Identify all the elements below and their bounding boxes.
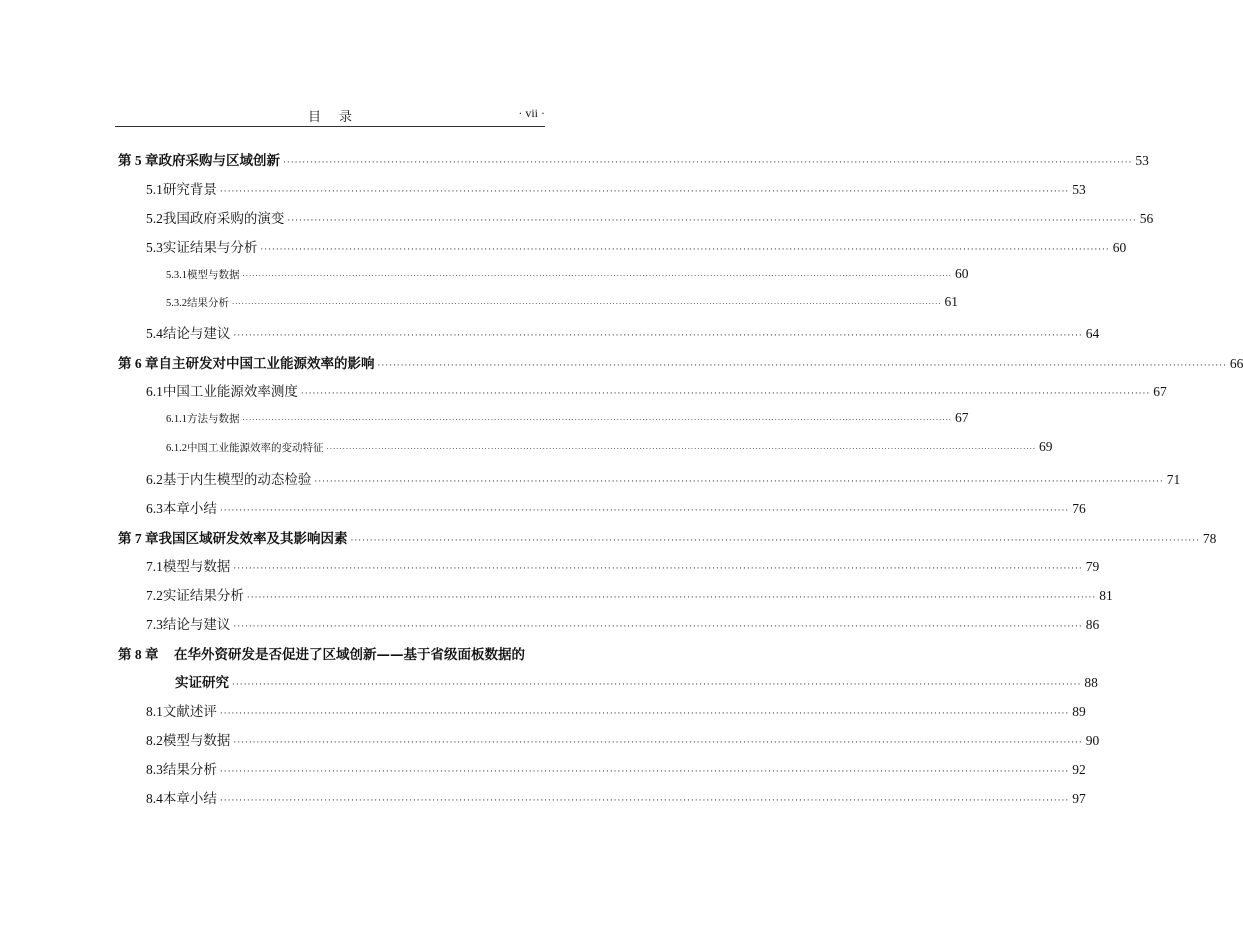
toc-entry-page: 60 <box>1112 240 1127 255</box>
toc-entry[interactable] <box>0 758 1086 780</box>
toc-entry-number: 5.4 <box>146 326 163 341</box>
toc-entry-title: 文献述评 <box>162 704 217 720</box>
toc-entry-number: 6.1 <box>146 384 163 399</box>
toc-entry[interactable] <box>0 410 969 432</box>
toc-entry[interactable] <box>0 643 661 665</box>
toc-leader-dots: ···························································································································································································································· <box>350 536 1200 546</box>
toc-leader-dots: ···························································································································································································································· <box>219 767 1070 777</box>
toc-entry-page: 69 <box>1039 439 1053 454</box>
toc-entry-page: 67 <box>955 410 969 425</box>
toc-entry-number: 8.4 <box>146 791 163 806</box>
header-title: 目录 <box>307 110 370 125</box>
toc-entry-number: 5.3 <box>146 240 163 255</box>
toc-entry-number: 7.1 <box>146 559 163 574</box>
toc-leader-dots: ···························································································································································································································· <box>314 477 1164 487</box>
toc-entry-number: 第 5 章 <box>118 153 159 168</box>
toc-entry-title: 中国工业能源效率测度 <box>162 384 298 400</box>
toc-entry-page: 67 <box>1153 384 1167 399</box>
toc-entry-page: 88 <box>1084 675 1098 690</box>
toc-entry[interactable] <box>0 294 959 316</box>
toc-entry[interactable] <box>0 468 1181 490</box>
toc-leader-dots: ···························································································································································································································· <box>233 738 1083 748</box>
toc-entry-title: 结论与建议 <box>162 326 231 342</box>
toc-entry-title: 结果分析 <box>187 297 229 309</box>
toc-entry-page: 53 <box>1135 153 1149 168</box>
toc-leader-dots: ···························································································································································································································· <box>326 445 1037 453</box>
toc-entry-number: 8.3 <box>146 762 163 777</box>
toc-leader-dots: ···························································································································································································································· <box>242 272 953 280</box>
toc-entry[interactable] <box>0 352 1243 374</box>
toc-entry[interactable] <box>0 787 1086 809</box>
toc-entry-page: 60 <box>955 266 969 281</box>
toc-entry-number: 第 8 章 <box>118 647 159 662</box>
toc-leader-dots: ···························································································································································································································· <box>283 158 1133 168</box>
header-rule <box>115 126 545 127</box>
toc-entry-title: 在华外资研发是否促进了区域创新——基于省级面板数据的 <box>174 647 525 663</box>
toc-entry-number: 5.2 <box>146 211 163 226</box>
toc-entry[interactable] <box>0 613 1100 635</box>
toc-leader-dots: ···························································································································································································································· <box>233 622 1083 632</box>
toc-entry-title: 模型与数据 <box>187 269 240 281</box>
toc-entry-title: 研究背景 <box>162 182 217 198</box>
toc-entry-page: 79 <box>1085 559 1100 574</box>
toc-entry-number: 7.2 <box>146 588 163 603</box>
toc-leader-dots: ···························································································································································································································· <box>232 300 942 308</box>
toc-leader-dots: ···························································································································································································································· <box>260 245 1110 255</box>
toc-entry[interactable] <box>0 149 1149 171</box>
toc-entry-number: 6.2 <box>146 472 163 487</box>
toc-entry[interactable] <box>0 555 1100 577</box>
toc-entry[interactable] <box>0 207 1154 229</box>
toc-entry[interactable] <box>0 322 1100 344</box>
toc-entry-page: 92 <box>1072 762 1086 777</box>
toc-entry-number: 5.1 <box>146 182 163 197</box>
toc-entry[interactable] <box>0 236 1127 258</box>
toc-entry-number: 5.3.1 <box>166 270 187 281</box>
header-page-number: · vii · <box>518 106 545 120</box>
toc-leader-dots: ···························································································································································································································· <box>219 187 1070 197</box>
toc-entry[interactable] <box>0 266 969 288</box>
toc-entry[interactable] <box>0 671 1098 693</box>
toc-entry-number: 7.3 <box>146 617 163 632</box>
toc-leader-dots: ···························································································································································································································· <box>233 331 1083 341</box>
toc-entry[interactable] <box>0 439 1053 461</box>
toc-entry-page: 56 <box>1139 211 1154 226</box>
toc-entry-page: 71 <box>1166 472 1181 487</box>
toc-leader-dots: ···························································································································································································································· <box>219 709 1070 719</box>
toc-entry-page: 89 <box>1072 704 1086 719</box>
toc-entry-number: 6.1.1 <box>166 414 187 425</box>
toc-entry[interactable] <box>0 178 1086 200</box>
toc-leader-dots: ···························································································································································································································· <box>246 593 1097 603</box>
toc-entry-number: 5.3.2 <box>166 298 187 309</box>
toc-entry-title: 实证结果分析 <box>162 588 244 604</box>
toc-entry-title: 我国政府采购的演变 <box>162 211 285 227</box>
toc-entry-page: 97 <box>1072 791 1086 806</box>
toc-entry-title: 自主研发对中国工业能源效率的影响 <box>158 356 375 372</box>
toc-leader-dots: ···························································································································································································································· <box>287 216 1137 226</box>
toc-entry[interactable] <box>0 584 1113 606</box>
toc-entry-title: 方法与数据 <box>187 413 240 425</box>
toc-entry-title: 模型与数据 <box>162 559 231 575</box>
toc-leader-dots: ···························································································································································································································· <box>219 796 1070 806</box>
toc-entry-number: 第 6 章 <box>118 356 159 371</box>
toc-entry-page: 81 <box>1099 588 1113 603</box>
toc-entry-page: 76 <box>1072 501 1086 516</box>
toc-entry-page: 61 <box>944 294 959 309</box>
toc-entry-title: 实证研究 <box>175 675 229 691</box>
toc-entry[interactable] <box>0 497 1086 519</box>
toc-entry-page: 86 <box>1085 617 1100 632</box>
toc-leader-dots: ···························································································································································································································· <box>232 680 1082 690</box>
toc-entry-title: 结果分析 <box>162 762 217 778</box>
toc-entry-page: 90 <box>1085 733 1100 748</box>
toc-entry-page: 64 <box>1085 326 1100 341</box>
toc-entry-number: 8.2 <box>146 733 163 748</box>
page-header <box>115 106 545 126</box>
toc-leader-dots: ···························································································································································································································· <box>233 564 1083 574</box>
toc-entry-title: 实证结果与分析 <box>162 240 258 256</box>
toc-leader-dots: ···························································································································································································································· <box>300 389 1151 399</box>
toc-entry-number: 8.1 <box>146 704 163 719</box>
toc-leader-dots: ···························································································································································································································· <box>242 416 953 424</box>
toc-entry-title: 基于内生模型的动态检验 <box>162 472 312 488</box>
toc-entry-title: 本章小结 <box>162 791 217 807</box>
toc-entry-title: 政府采购与区域创新 <box>158 153 280 169</box>
toc-leader-dots: ···························································································································································································································· <box>377 361 1227 371</box>
toc-entry-title: 模型与数据 <box>162 733 231 749</box>
toc-entry-title: 中国工业能源效率的变动特征 <box>187 442 324 454</box>
toc-entry-title: 结论与建议 <box>162 617 231 633</box>
toc-entry-page: 78 <box>1202 531 1217 546</box>
toc-entry-number: 6.1.2 <box>166 443 187 454</box>
toc-entry[interactable] <box>0 700 1086 722</box>
toc-leader-dots: ···························································································································································································································· <box>219 506 1070 516</box>
toc-entry-title: 我国区域研发效率及其影响因素 <box>158 531 348 547</box>
toc-entry-number: 第 7 章 <box>118 531 159 546</box>
toc-entry-number: 6.3 <box>146 501 163 516</box>
toc-entry-page: 53 <box>1072 182 1086 197</box>
toc-entry[interactable] <box>0 380 1167 402</box>
toc-entry[interactable] <box>0 527 1217 549</box>
toc-entry-page: 66 <box>1229 356 1243 371</box>
toc-entry-title: 本章小结 <box>162 501 217 517</box>
toc-entry[interactable] <box>0 729 1100 751</box>
